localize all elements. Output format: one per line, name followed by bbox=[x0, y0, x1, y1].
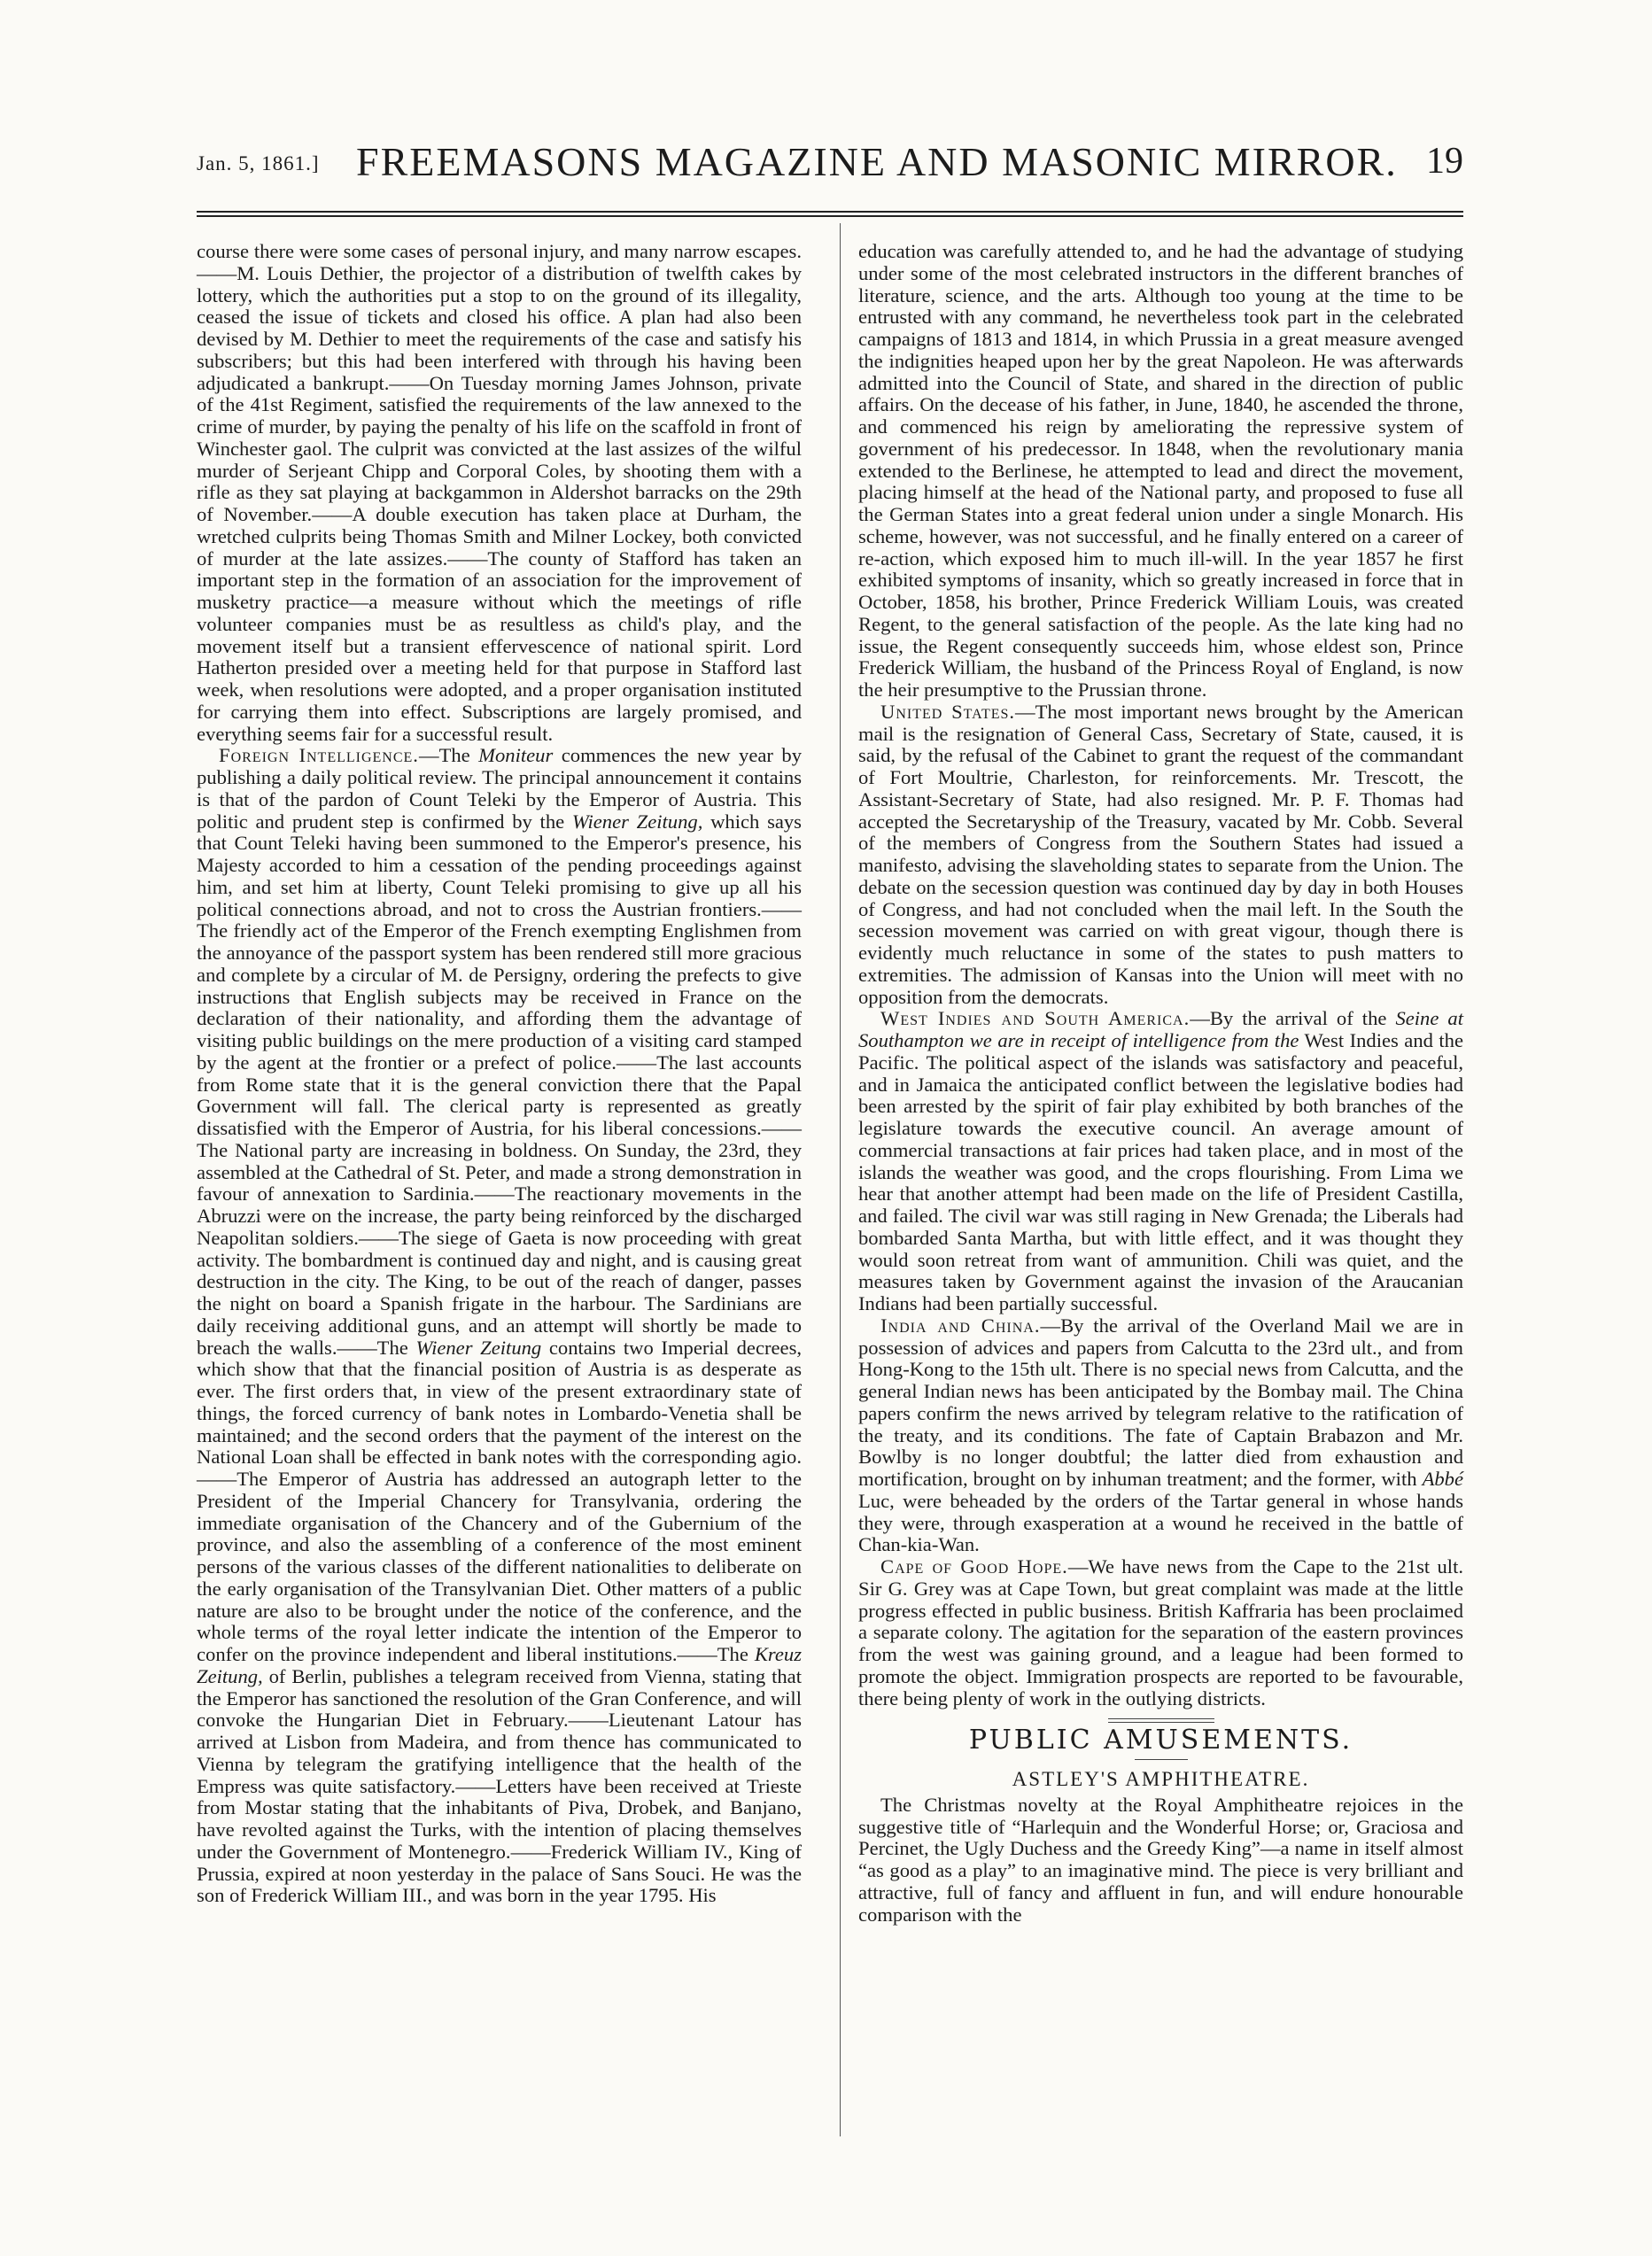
west-indies-paragraph: West Indies and South America.—By the arrival of the Seine at Southampton we are in receipt of intelligence from the West Indies and the Pacific. The political aspect of the islands was satisfactory and peaceful, and in Jamaica the anticipated conflict between the legislative bodies had been arrested by the spirit of fair play exhibited by both branches of the legislature towards the executive council. An average amount of commercial transactions at fair prices had taken place, and in most of the islands the weather was good, and the crops flourishing. From Lima we hear that another attempt had been made on the life of President Castilla, and failed. The civil war was still raging in New Grenada; the Liberals had bombarded Santa Martha, but with little effect, and it was thought they would soon retreat from want of ammunition. Chili was quiet, and the measures taken by Government against the invasion of the Araucanian Indians had been partially successful. bbox=[858, 1007, 1464, 1314]
united-states-paragraph: United States.—The most important news brought by the American mail is the resignation of General Cass, Secretary of State, caused, it is said, by the refusal of the Cabinet to grant the request of the commandant of Fort Moultrie, Charleston, for reinforcements. Mr. Trescott, the Assistant-Secretary of State, had also resigned. Mr. P. F. Thomas had accepted the Secretaryship of the Treasury, vacated by Mr. Cobb. Several of the members of Congress from the Southern States had issued a manifesto, advising the slaveholding states to separate from the Union. The debate on the secession question was continued day by day in both Houses of Congress, and had not concluded when the mail left. In the South the secession movement was carried on with great vigour, though there is evidently much reluctance in some of the states to push matters to extremities. The admission of Kansas into the Union will meet with no opposition from the democrats. bbox=[858, 700, 1463, 1008]
masthead-title: FREEMASONS MAGAZINE AND MASONIC MIRROR. bbox=[356, 139, 1398, 184]
cape-heading: Cape of Good Hope. bbox=[880, 1555, 1068, 1578]
united-states-heading: United States. bbox=[880, 700, 1016, 723]
header-rule-bottom bbox=[197, 215, 1463, 217]
west-indies-heading: West Indies and South America. bbox=[880, 1007, 1191, 1030]
subsection-title: ASTLEY'S AMPHITHEATRE. bbox=[1012, 1768, 1310, 1790]
india-china-paragraph: India and China.—By the arrival of the Overland Mail we are in possession of advices and papers from Calcutta to the 23rd ult., and from Hong-Kong to the 15th ult. There is no special news from Calcutta, and the general Indian news has been anticipated by the Bombay mail. The China papers confirm the news arrived by telegram relative to the ratification of the treaty, and its conditions. The fate of Captain Brabazon and Mr. Bowlby is no longer doubtful; the latter died from exhaustion and mortification, brought on by inhuman treatment; and the former, with Abbé Luc, were beheaded by the orders of the Tartar general in whose hands they were, through exasperation at a wound he received in the battle of Chan-kia-Wan. bbox=[858, 1314, 1463, 1556]
issue-date: Jan. 5, 1861.] bbox=[197, 152, 320, 174]
header-rule-top bbox=[197, 211, 1463, 213]
cape-paragraph: Cape of Good Hope.—We have news from the Cape to the 21st ult. Sir G. Grey was at Cape Town, but great complaint was made at the little progress effected in public business. British Kaffraria has been proclaimed a separate colony. The agitation for the separation of the eastern provinces from the west was gaining ground, and a league had been formed to promote the object. Immigration prospects are reported to be favourable, there being plenty of work in the outlying districts. bbox=[858, 1555, 1463, 1709]
section-title: PUBLIC AMUSEMENTS. bbox=[968, 1725, 1353, 1756]
left-column bbox=[197, 241, 802, 1907]
ornament-rule bbox=[1108, 1718, 1214, 1719]
ornament-rule bbox=[1135, 1759, 1188, 1760]
right-paragraph-1: education was carefully attended to, and he had the advantage of studying under some of the most celebrated instructors in the different branches of literature, science, and the arts. Although too young at the time to be entrusted with any command, he nevertheless took part in the celebrated campaigns of 1813 and 1814, in which Prussia in a great measure avenged the indignities heaped upon her by the great Napoleon. He was afterwards admitted into the Council of State, and shared in the direction of public affairs. On the decease of his father, in June, 1840, he ascended the throne, and commenced his reign by ameliorating the repressive system of government of his predecessor. In 1848, when the revolutionary mania extended to the Berlinese, he attempted to lead and direct the movement, placing himself at the head of the National party, and proposed to fuse all the German States into a great federal union under a single Monarch. His scheme, however, was not successful, and he finally entered on a career of re-action, which exposed him to much ill-will. In the year 1857 he first exhibited symptoms of insanity, which so greatly increased in force that in October, 1858, his brother, Prince Frederick William Louis, was created Regent, to the general satisfaction of the people. As the late king had no issue, the Regent consequently succeeds him, whose eldest son, Prince Frederick William, the husband of the Princess Royal of England, is now the heir presumptive to the Prussian throne. bbox=[858, 240, 1463, 701]
astleys-paragraph: The Christmas novelty at the Royal Amphitheatre rejoices in the suggestive title of “Harlequin and the Wonderful Horse; or, Graciosa and Percinet, the Ugly Duchess and the Greedy King”—a name in itself almost “as good as a play” to an imaginative mind. The piece is very brilliant and attractive, full of fancy and affluent in fun, and will endure honourable comparison with the bbox=[858, 1793, 1463, 1926]
india-china-heading: India and China. bbox=[880, 1314, 1041, 1337]
foreign-intelligence-heading: Foreign Intelligence. bbox=[219, 744, 419, 767]
left-paragraph-1: course there were some cases of personal injury, and many narrow escapes.——M. Louis Dethier, the projector of a distribution of twelfth cakes by lottery, which the authorities put a stop to on the ground of its illegality, ceased the issue of tickets and closed his office. A plan had also been devised by M. Dethier to meet the requirements of the case and satisfy his subscribers; but this had been interfered with through his having been adjudicated a bankrupt.——On Tuesday morning James Johnson, private of the 41st Regiment, satisfied the requirements of the law annexed to the crime of murder, by paying the penalty of his life on the scaffold in front of Winchester gaol. The culprit was convicted at the last assizes of the wilful murder of Serjeant Chipp and Corporal Coles, by shooting them with a rifle as they sat playing at backgammon in Aldershot barracks on the 29th of November.——A double execution has taken place at Durham, the wretched culprits being Thomas Smith and Milner Lockey, both convicted of murder at the late assizes.——The county of Stafford has taken an important step in the formation of an association for the improvement of musketry practice—a measure without which the meetings of rifle volunteer companies must be as resultless as child's play, and the movement itself but a transient effervescence of national spirit. Lord Hatherton presided over a meeting held for that purpose in Stafford last week, when resolutions were adopted, and a proper organisation instituted for carrying them into effect. Subscriptions are largely promised, and everything seems fair for a successful result. bbox=[197, 240, 802, 745]
foreign-intelligence-paragraph: Foreign Intelligence.—The Moniteur commences the new year by publishing a daily political review. The principal announcement it contains is that of the pardon of Count Teleki by the Emperor of Austria. This politic and prudent step is confirmed by the Wiener Zeitung, which says that Count Teleki having been summoned to the Emperor's presence, his Majesty accorded to him a cessation of the pending proceedings against him, and set him at liberty, Count Teleki promising to give up all his political connections abroad, and not to cross the Austrian frontiers.——The friendly act of the Emperor of the French exempting Englishmen from the annoyance of the passport system has been rendered still more gracious and complete by a circular of M. de Persigny, ordering the prefects to give instructions that English subjects may be received in France on the declaration of their nationality, and affording them the advantage of visiting public buildings on the mere production of a visiting card stamped by the agent at the frontier or a prefect of police.——The last accounts from Rome state that it is the general conviction there that the Papal Government will fall. The clerical party is represented as greatly dissatisfied with the Emperor of Austria, for his liberal concessions.——The National party are increasing in boldness. On Sunday, the 23rd, they assembled at the Cathedral of St. Peter, and made a strong demonstration in favour of annexation to Sardinia.——The reactionary movements in the Abruzzi were on the increase, the party being reinforced by the discharged Neapolitan soldiers.——The siege of Gaeta is now proceeding with great activity. The bombardment is continued day and night, and is causing great destruction in the city. The King, to be out of the reach of danger, passes the night on board a Spanish frigate in the harbour. The Sardinians are daily receiving additional guns, and an attempt will shortly be made to breach the walls.——The Wiener Zeitung contains two Imperial decrees, which show that that the financial position of Austria is as desperate as ever. The first orders that, in view of the present extraordinary state of things, the forced currency of bank notes in Lombardo-Venetia shall be maintained; and the second orders that the payment of the interest on the National Loan shall be effected in bank notes with the corresponding agio.——The Emperor of Austria has addressed an autograph letter to the President of the Imperial Chancery for Transylvania, ordering the immediate organisation of the Chancery and of the Gubernium of the province, and also the assembling of a conference of the most eminent persons of the various classes of the different nationalities to deliberate on the early organisation of the Transylvanian Diet. Other matters of a public nature are also to be brought under the notice of the conference, and the whole terms of the royal letter indicate the intention of the Emperor to confer on the province independent and liberal institutions.——The Kreuz Zeitung, of Berlin, publishes a telegram received from Vienna, stating that the Emperor has sanctioned the resolution of the Gran Conference, and will convoke the Hungarian Diet in February.——Lieutenant Latour has arrived at Lisbon from Madeira, and from thence has communicated to Vienna by telegram the gratifying intelligence that the health of the Empress was quite satisfactory.——Letters have been received at Trieste from Mostar stating that the inhabitants of Piva, Drobek, and Banjano, have revolted against the Turks, with the intention of placing themselves under the Government of Montenegro.——Frederick William IV., King of Prussia, expired at noon yesterday in the palace of Sans Souci. He was the son of Frederick William III., and was born in the year 1795. His bbox=[197, 744, 803, 1907]
right-column bbox=[858, 241, 1463, 1926]
ornament-rule bbox=[1108, 1722, 1214, 1723]
column-divider bbox=[840, 223, 841, 2136]
page-header bbox=[197, 133, 1463, 184]
page-number: 19 bbox=[1426, 141, 1463, 182]
